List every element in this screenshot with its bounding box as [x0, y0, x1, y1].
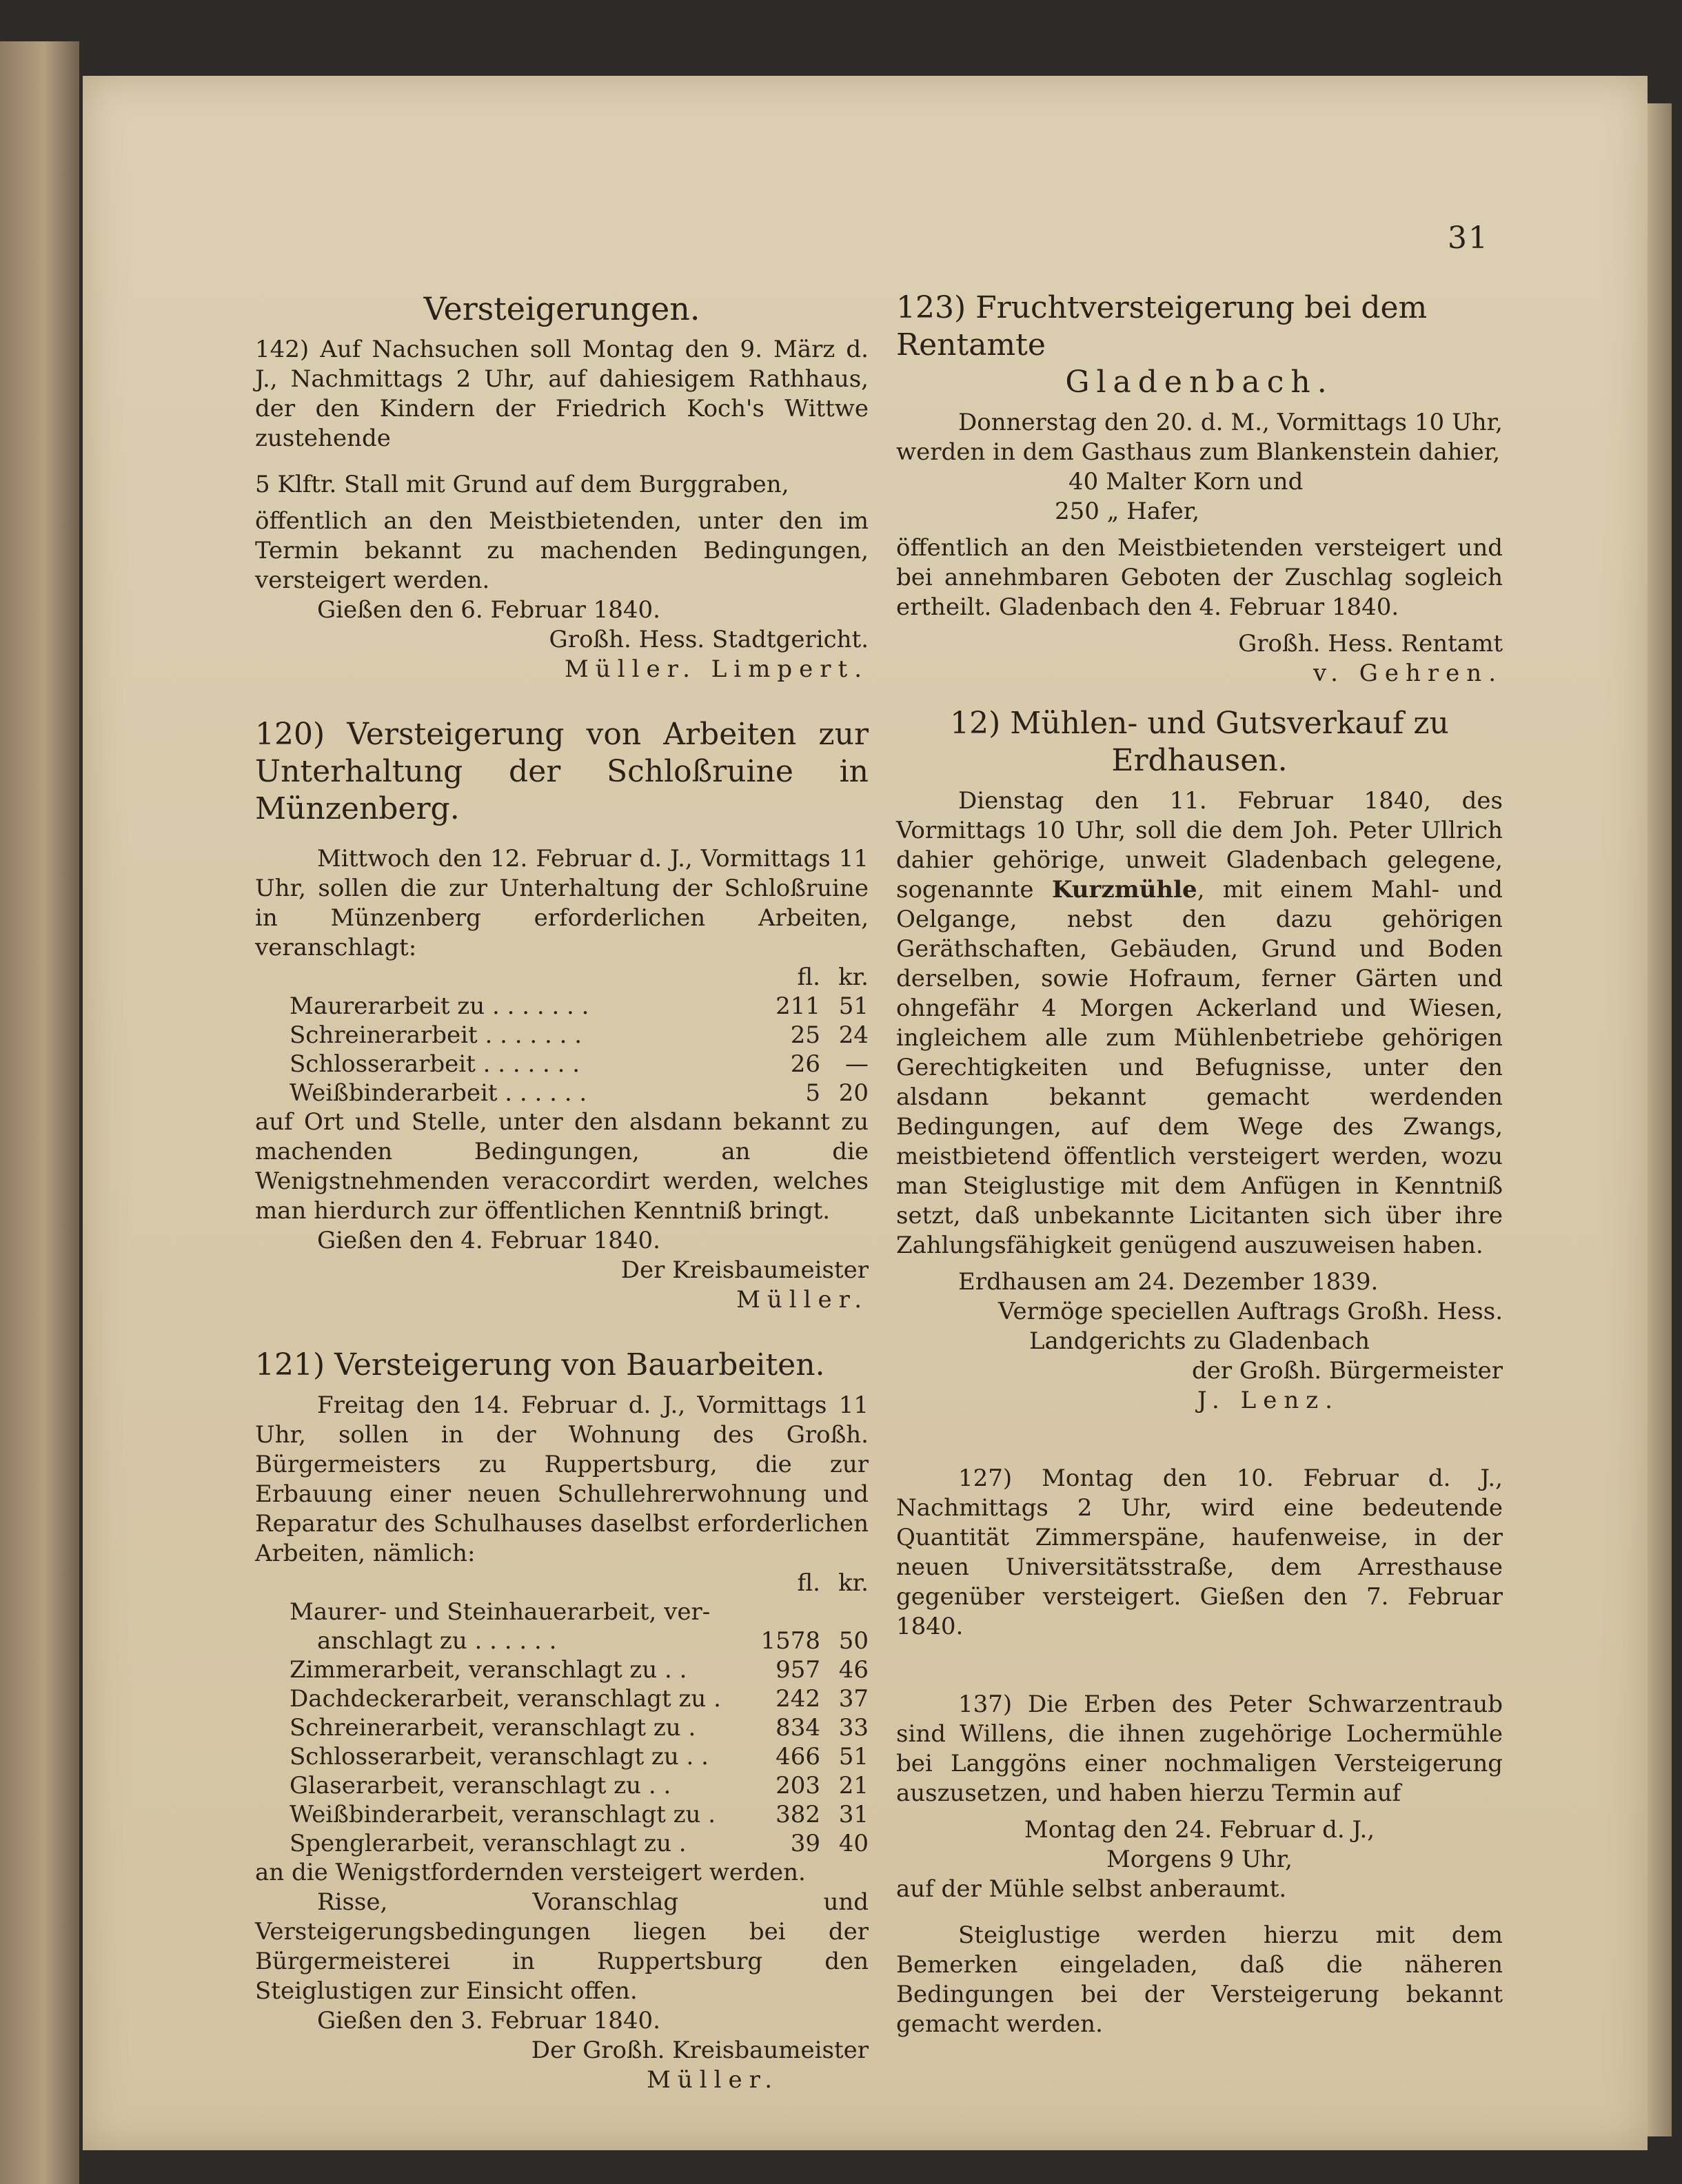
row-label: Spenglerarbeit, veranschlagt zu .: [290, 1830, 687, 1857]
row-label: Schlosserarbeit, veranschlagt zu . .: [290, 1743, 709, 1770]
header-kr: kr.: [838, 963, 869, 991]
row-kr: 24: [838, 1021, 869, 1049]
row-kr: 51: [838, 992, 869, 1020]
notice-text: 127) Montag den 10. Februar d. J., Nachmittags 2 Uhr, wird eine bedeutende Quantität Zimmerspäne, haufenweise, in der neuen Universitätsstraße, dem Arresthause gegenüber versteigert. Gießen den 7. Februar 1840.: [896, 1464, 1503, 1640]
row-kr: 51: [838, 1743, 869, 1770]
notice-signature: Müller.: [647, 2066, 779, 2094]
notice-text: öffentlich an den Meistbietenden, unter den im Termin bekannt zu machenden Bedingungen, versteigert werden.: [255, 507, 869, 594]
notice-title: 121) Versteigerung von Bauarbeiten.: [255, 1347, 825, 1382]
header-kr: kr.: [838, 1569, 869, 1597]
row-fl: 957: [776, 1656, 820, 1684]
row-label: Maurerarbeit zu . . . . . . .: [290, 992, 589, 1020]
row-fl: 5: [805, 1079, 820, 1107]
cost-table: [255, 1569, 869, 1858]
row-fl: 242: [776, 1685, 820, 1713]
notice-text: öffentlich an den Meistbietenden versteigert und bei annehmbaren Geboten der Zuschlag sogleich ertheilt. Gladenbach den 4. Februar 1840.: [896, 534, 1503, 621]
table-row: [255, 1829, 869, 1858]
table-row: [255, 1021, 869, 1050]
header-fl: fl.: [797, 963, 820, 991]
notice-123: [896, 289, 1503, 688]
row-kr: 21: [838, 1772, 869, 1799]
table-row: [255, 1079, 869, 1108]
notice-signature: Müller.: [736, 1286, 869, 1314]
row-fl: 834: [776, 1714, 820, 1742]
table-row: [255, 1626, 869, 1655]
row-label: Weißbinderarbeit . . . . . .: [290, 1079, 587, 1107]
notice-text: Steiglustige werden hierzu mit dem Bemerken eingeladen, daß die näheren Bedingungen bei der Versteigerung bekannt gemacht werden.: [896, 1921, 1503, 2038]
notice-text: 142) Auf Nachsuchen soll Montag den 9. März d. J., Nachmittags 2 Uhr, auf dahiesigem Rathhaus, der den Kindern der Friedrich Koch's Wittwe zustehende: [255, 336, 869, 452]
row-kr: 20: [838, 1079, 869, 1107]
mill-name: Kurzmühle: [1051, 876, 1197, 904]
table-row: [255, 1050, 869, 1079]
table-row: [255, 1771, 869, 1800]
row-fl: 26: [790, 1050, 820, 1078]
row-kr: 50: [838, 1627, 869, 1655]
right-column: [896, 289, 1503, 2039]
row-label: Maurer- und Steinhauerarbeit, ver-: [290, 1598, 711, 1626]
row-label: Schlosserarbeit . . . . . . .: [290, 1050, 580, 1078]
row-fl: 466: [776, 1743, 820, 1770]
notice-121: [255, 1347, 869, 2095]
notice-item: 250 „ Hafer,: [1055, 498, 1200, 525]
row-label: Schreinerarbeit, veranschlagt zu .: [290, 1714, 696, 1742]
notice-137: [896, 1690, 1503, 2039]
notice-text: an die Wenigstfordernden versteigert werden.: [255, 1859, 806, 1886]
left-column: [255, 289, 869, 2095]
row-fl: 1578: [760, 1627, 820, 1655]
table-row: [255, 1742, 869, 1771]
notice-authority: der Großh. Bürgermeister: [1191, 1357, 1503, 1385]
table-header-row: [255, 1569, 869, 1598]
notice-text: auf der Mühle selbst anberaumt.: [896, 1875, 1287, 1903]
row-kr: 33: [838, 1714, 869, 1742]
notice-title: 120) Versteigerung von Arbeiten zur Unterhaltung der Schloßruine in Münzenberg.: [255, 717, 869, 826]
notice-text-part: Dienstag den 11. Februar 1840, des Vormittags 10 Uhr, soll die dem Joh. Peter Ullrich dahier gehörige, unweit Gladenbach gelegene, sogenannte: [896, 787, 1503, 904]
table-row: [255, 1713, 869, 1742]
row-fl: 211: [776, 992, 820, 1020]
notice-text: Mittwoch den 12. Februar d. J., Vormittags 11 Uhr, sollen die zur Unterhaltung der Schloßruine in Münzenberg erforderlichen Arbeiten, veranschlagt:: [255, 845, 869, 961]
notice-authority: Großh. Hess. Rentamt: [1238, 630, 1503, 657]
notice-date: Gießen den 4. Februar 1840.: [317, 1227, 660, 1254]
page-number: 31: [1448, 221, 1489, 256]
notice-authority: Der Großh. Kreisbaumeister: [531, 2037, 869, 2064]
notice-item: 5 Klftr. Stall mit Grund auf dem Burggraben,: [255, 471, 789, 498]
row-kr: —: [845, 1050, 869, 1078]
notice-120: [255, 716, 869, 1315]
row-label: Schreinerarbeit . . . . . . .: [290, 1021, 582, 1049]
table-row: [255, 1598, 869, 1626]
notice-127: [896, 1464, 1503, 1642]
notice-142: [255, 335, 869, 684]
notice-text: Donnerstag den 20. d. M., Vormittags 10 Uhr, werden in dem Gasthaus zum Blankenstein dahier,: [896, 409, 1503, 466]
row-fl: 203: [776, 1772, 820, 1799]
notice-title: Gladenbach.: [1065, 365, 1334, 400]
notice-authority: Landgerichts zu Gladenbach: [1029, 1327, 1370, 1355]
notice-title: 123) Fruchtversteigerung bei dem Rentamte: [896, 290, 1428, 363]
row-label: Glaserarbeit, veranschlagt zu . .: [290, 1772, 671, 1799]
row-label: Zimmerarbeit, veranschlagt zu . .: [290, 1656, 687, 1684]
row-fl: 382: [776, 1801, 820, 1828]
notice-title: 12) Mühlen- und Gutsverkauf zu: [950, 706, 1449, 741]
notice-text: [896, 786, 1503, 1261]
notice-date: Erdhausen am 24. Dezember 1839.: [958, 1268, 1379, 1296]
notice-authority: Großh. Hess. Stadtgericht.: [549, 626, 869, 653]
row-kr: 37: [838, 1685, 869, 1713]
row-kr: 46: [838, 1656, 869, 1684]
notice-time: Morgens 9 Uhr,: [1106, 1846, 1293, 1873]
notice-signature: J. Lenz.: [1197, 1387, 1339, 1414]
notice-12: [896, 705, 1503, 1416]
header-fl: fl.: [797, 1569, 820, 1597]
notice-text-part: , mit einem Mahl- und Oelgange, nebst den dazu gehörigen Geräthschaften, Gebäuden, Grund und Boden derselben, sowie Hofraum, ferner Gärten und ohngefähr 4 Morgen Ackerland und Wiesen, ingleichem alle zum Mühlenbetriebe gehörigen Gerechtigkeiten und Befugnisse, unter den alsdann bekannt gemacht werdenden Bedingungen, auf dem Wege des Zwangs, meistbietend öffentlich versteigert werden, wozu man Steiglustige mit dem Anfügen in Kenntniß setzt, daß unbekannte Licitanten sich über ihre Zahlungsfähigkeit genügend auszuweisen haben.: [896, 876, 1503, 1259]
table-row: [255, 1684, 869, 1713]
notice-authority: Der Kreisbaumeister: [620, 1256, 869, 1284]
notice-text: Risse, Voranschlag und Versteigerungsbedingungen liegen bei der Bürgermeisterei in Ruppertsburg den Steiglustigen zur Einsicht offen.: [255, 1888, 869, 2005]
notice-item: 40 Malter Korn und: [1068, 468, 1304, 496]
notice-text: 137) Die Erben des Peter Schwarzentraub sind Willens, die ihnen zugehörige Lochermühle bei Langgöns einer nochmaligen Versteigerung auszusetzen, und haben hierzu Termin auf: [896, 1691, 1503, 1807]
notice-text: auf Ort und Stelle, unter den alsdann bekannt zu machenden Bedingungen, an die Wenigstnehmenden veraccordirt werden, welches man hierdurch zur öffentlichen Kenntniß bringt.: [255, 1108, 869, 1225]
table-row: [255, 992, 869, 1021]
section-heading: Versteigerungen.: [423, 290, 700, 327]
notice-date: Montag den 24. Februar d. J.,: [1024, 1816, 1375, 1844]
row-label: Dachdeckerarbeit, veranschlagt zu .: [290, 1685, 721, 1713]
notice-signature: Müller. Limpert.: [564, 655, 869, 683]
row-kr: 31: [838, 1801, 869, 1828]
cost-table: [255, 963, 869, 1108]
row-kr: 40: [838, 1830, 869, 1857]
notice-text: Freitag den 14. Februar d. J., Vormittags 11 Uhr, sollen in der Wohnung des Großh. Bürgermeisters zu Ruppertsburg, die zur Erbauung einer neuen Schullehrerwohnung und Reparatur des Schulhauses daselbst erforderlichen Arbeiten, nämlich:: [255, 1391, 869, 1567]
table-header-row: [255, 963, 869, 992]
table-row: [255, 1655, 869, 1684]
notice-date: Gießen den 3. Februar 1840.: [317, 2007, 660, 2034]
table-row: [255, 1800, 869, 1829]
notice-title: Erdhausen.: [1111, 743, 1288, 778]
notice-authority: Vermöge speciellen Auftrags Großh. Hess.: [998, 1298, 1503, 1325]
row-label: Weißbinderarbeit, veranschlagt zu .: [290, 1801, 716, 1828]
row-fl: 39: [790, 1830, 820, 1857]
notice-date: Gießen den 6. Februar 1840.: [317, 596, 660, 624]
notice-signature: v. Gehren.: [1313, 660, 1503, 687]
row-label: anschlagt zu . . . . . .: [317, 1627, 557, 1655]
row-fl: 25: [790, 1021, 820, 1049]
left-page-edge: [0, 41, 79, 2184]
